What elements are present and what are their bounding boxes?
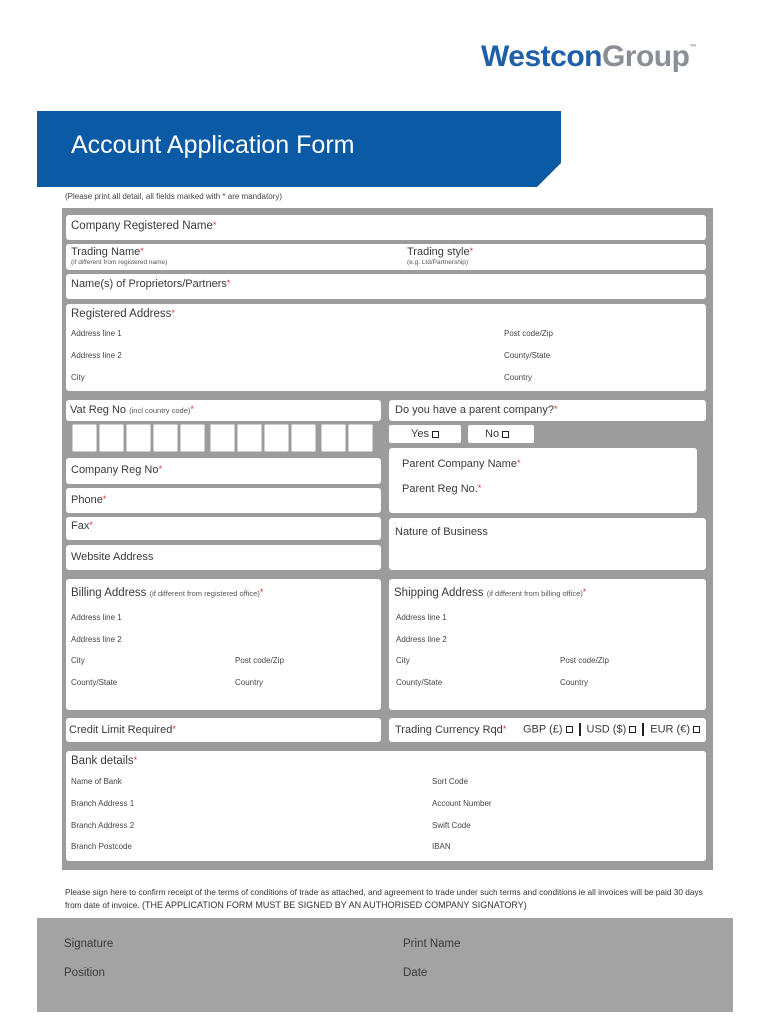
billing-line1: Address line 1: [71, 613, 122, 622]
billing-country: Country: [235, 678, 264, 687]
billing-address-section[interactable]: Billing Address (if different from registered office)* Address line 1 Address line 2 City Post code/Zip County/State Country: [66, 579, 381, 710]
proprietors-label: Name(s) of Proprietors/Partners: [71, 278, 227, 290]
sort-code: Sort Code: [432, 777, 469, 786]
trading-name-label: Trading Name: [71, 246, 141, 258]
bank-details-section[interactable]: Bank details* Name of Bank Branch Address 1 Branch Address 2 Branch Postcode Sort Code Account Number Swift Code IBAN: [66, 751, 706, 861]
vat-reg-no-note: (incl country code): [129, 406, 191, 415]
billing-address-title: Billing Address: [71, 587, 147, 599]
parent-company-details[interactable]: Parent Company Name* Parent Reg No.*: [389, 448, 697, 513]
billing-county: County/State: [71, 678, 118, 687]
parent-reg-no-label: Parent Reg No.: [402, 483, 478, 495]
yes-checkbox[interactable]: [432, 431, 439, 438]
currency-separator: [642, 723, 644, 736]
registered-address-line1: Address line 1: [71, 329, 122, 338]
shipping-address-title: Shipping Address: [394, 587, 484, 599]
parent-no-label: No: [485, 428, 500, 440]
parent-yes-label: Yes: [411, 428, 429, 440]
print-name-label: Print Name: [403, 938, 461, 950]
date-label: Date: [403, 967, 428, 979]
no-checkbox[interactable]: [502, 431, 509, 438]
bank-name: Name of Bank: [71, 777, 122, 786]
eur-label: EUR (€): [650, 723, 690, 736]
parent-company-name-label: Parent Company Name: [402, 458, 517, 470]
westcon-group-logo: WestconGroup™: [481, 40, 696, 73]
trading-name-note: (if different from registered name): [71, 259, 168, 266]
vat-digit-cell[interactable]: [153, 424, 178, 452]
trading-currency-field[interactable]: Trading Currency Rqd* GBP (£) USD ($) EUR (€): [389, 718, 706, 742]
company-registered-name-label: Company Registered Name: [71, 220, 213, 232]
registered-address-line2: Address line 2: [71, 351, 122, 360]
proprietors-field[interactable]: Name(s) of Proprietors/Partners*: [66, 274, 706, 299]
registered-address-section[interactable]: Registered Address* Address line 1 Address line 2 City Post code/Zip County/State Country: [66, 304, 706, 391]
shipping-line1: Address line 1: [396, 613, 447, 622]
position-label: Position: [64, 967, 105, 979]
branch-address1: Branch Address 1: [71, 799, 135, 808]
billing-address-note: (if different from registered office): [149, 589, 260, 598]
shipping-city: City: [396, 656, 410, 665]
vat-digit-cell[interactable]: [237, 424, 262, 452]
usd-checkbox[interactable]: [629, 726, 636, 733]
phone-field[interactable]: Phone*: [66, 488, 381, 513]
branch-postcode: Branch Postcode: [71, 842, 132, 851]
registered-address-country: Country: [504, 373, 533, 382]
website-field[interactable]: [66, 545, 381, 570]
vat-digit-cell[interactable]: [72, 424, 97, 452]
signature-label: Signature: [64, 938, 114, 950]
shipping-country: Country: [560, 678, 589, 687]
bank-details-title: Bank details: [71, 755, 134, 767]
banner-fold: [537, 163, 561, 187]
billing-city: City: [71, 656, 85, 665]
vat-reg-no-label-box: Vat Reg No (incl country code)*: [66, 400, 381, 421]
account-number: Account Number: [432, 799, 492, 808]
vat-digit-cell[interactable]: [264, 424, 289, 452]
currency-separator: [579, 723, 581, 736]
terms-statement: [65, 886, 715, 912]
fax-field[interactable]: Fax*: [66, 517, 381, 540]
vat-reg-no-label: Vat Reg No: [70, 404, 127, 416]
vat-digit-cell[interactable]: [210, 424, 235, 452]
trading-name-field[interactable]: Trading Name* (if different from registered name) Trading style* (e.g. Ltd/Partnership): [66, 244, 706, 270]
trading-style-label: Trading style: [407, 246, 470, 258]
website-label: Website Address: [71, 551, 154, 563]
shipping-postcode: Post code/Zip: [560, 656, 609, 665]
nature-of-business-label: Nature of Business: [395, 526, 488, 538]
vat-digit-cell[interactable]: [180, 424, 205, 452]
shipping-address-section[interactable]: Shipping Address (if different from billing office)* Address line 1 Address line 2 City Post code/Zip County/State Country: [389, 579, 706, 710]
phone-label: Phone: [71, 494, 103, 506]
shipping-county: County/State: [396, 678, 443, 687]
mandatory-note: (Please print all detail, all fields marked with * are mandatory): [65, 192, 282, 201]
registered-address-county: County/State: [504, 351, 551, 360]
parent-yes-option[interactable]: [389, 425, 461, 443]
company-reg-no-label: Company Reg No: [71, 464, 159, 476]
vat-digit-cell[interactable]: [348, 424, 373, 452]
credit-limit-field[interactable]: Credit Limit Required*: [66, 718, 381, 742]
parent-company-question: Do you have a parent company?: [395, 404, 554, 416]
company-reg-no-field[interactable]: Company Reg No*: [66, 458, 381, 484]
vat-digit-cell[interactable]: [321, 424, 346, 452]
shipping-line2: Address line 2: [396, 635, 447, 644]
branch-address2: Branch Address 2: [71, 821, 135, 830]
registered-address-title: Registered Address: [71, 308, 172, 320]
billing-postcode: Post code/Zip: [235, 656, 284, 665]
trading-currency-label: Trading Currency Rqd: [395, 724, 503, 736]
registered-address-city: City: [71, 373, 85, 382]
parent-no-option[interactable]: [468, 425, 534, 443]
nature-of-business-field[interactable]: [389, 518, 706, 570]
iban: IBAN: [432, 842, 451, 851]
gbp-checkbox[interactable]: [566, 726, 573, 733]
terms-text: Please sign here to confirm receipt of the terms of conditions of trade as attached, and agreement to trade under such terms and conditions ie all invoices will be paid 30 days from date of invoice.: [65, 887, 703, 910]
registered-address-postcode: Post code/Zip: [504, 329, 553, 338]
vat-digit-cell[interactable]: [99, 424, 124, 452]
company-registered-name-field[interactable]: Company Registered Name*: [66, 215, 706, 240]
trading-style-note: (e.g. Ltd/Partnership): [407, 259, 469, 266]
usd-label: USD ($): [586, 723, 627, 736]
page-title: Account Application Form: [71, 131, 355, 159]
swift-code: Swift Code: [432, 821, 471, 830]
terms-emphasis: (THE APPLICATION FORM MUST BE SIGNED BY AN AUTHORISED COMPANY SIGNATORY): [142, 900, 527, 910]
fax-label: Fax: [71, 520, 90, 532]
gbp-label: GBP (£): [523, 723, 563, 736]
vat-digit-cell[interactable]: [126, 424, 151, 452]
eur-checkbox[interactable]: [693, 726, 700, 733]
shipping-address-note: (if different from billing office): [486, 589, 583, 598]
billing-line2: Address line 2: [71, 635, 122, 644]
credit-limit-label: Credit Limit Required: [69, 724, 173, 736]
parent-company-question-box: Do you have a parent company?*: [389, 400, 706, 421]
signature-panel[interactable]: [37, 918, 733, 1012]
title-banner: [37, 111, 561, 187]
vat-digit-cell[interactable]: [291, 424, 316, 452]
